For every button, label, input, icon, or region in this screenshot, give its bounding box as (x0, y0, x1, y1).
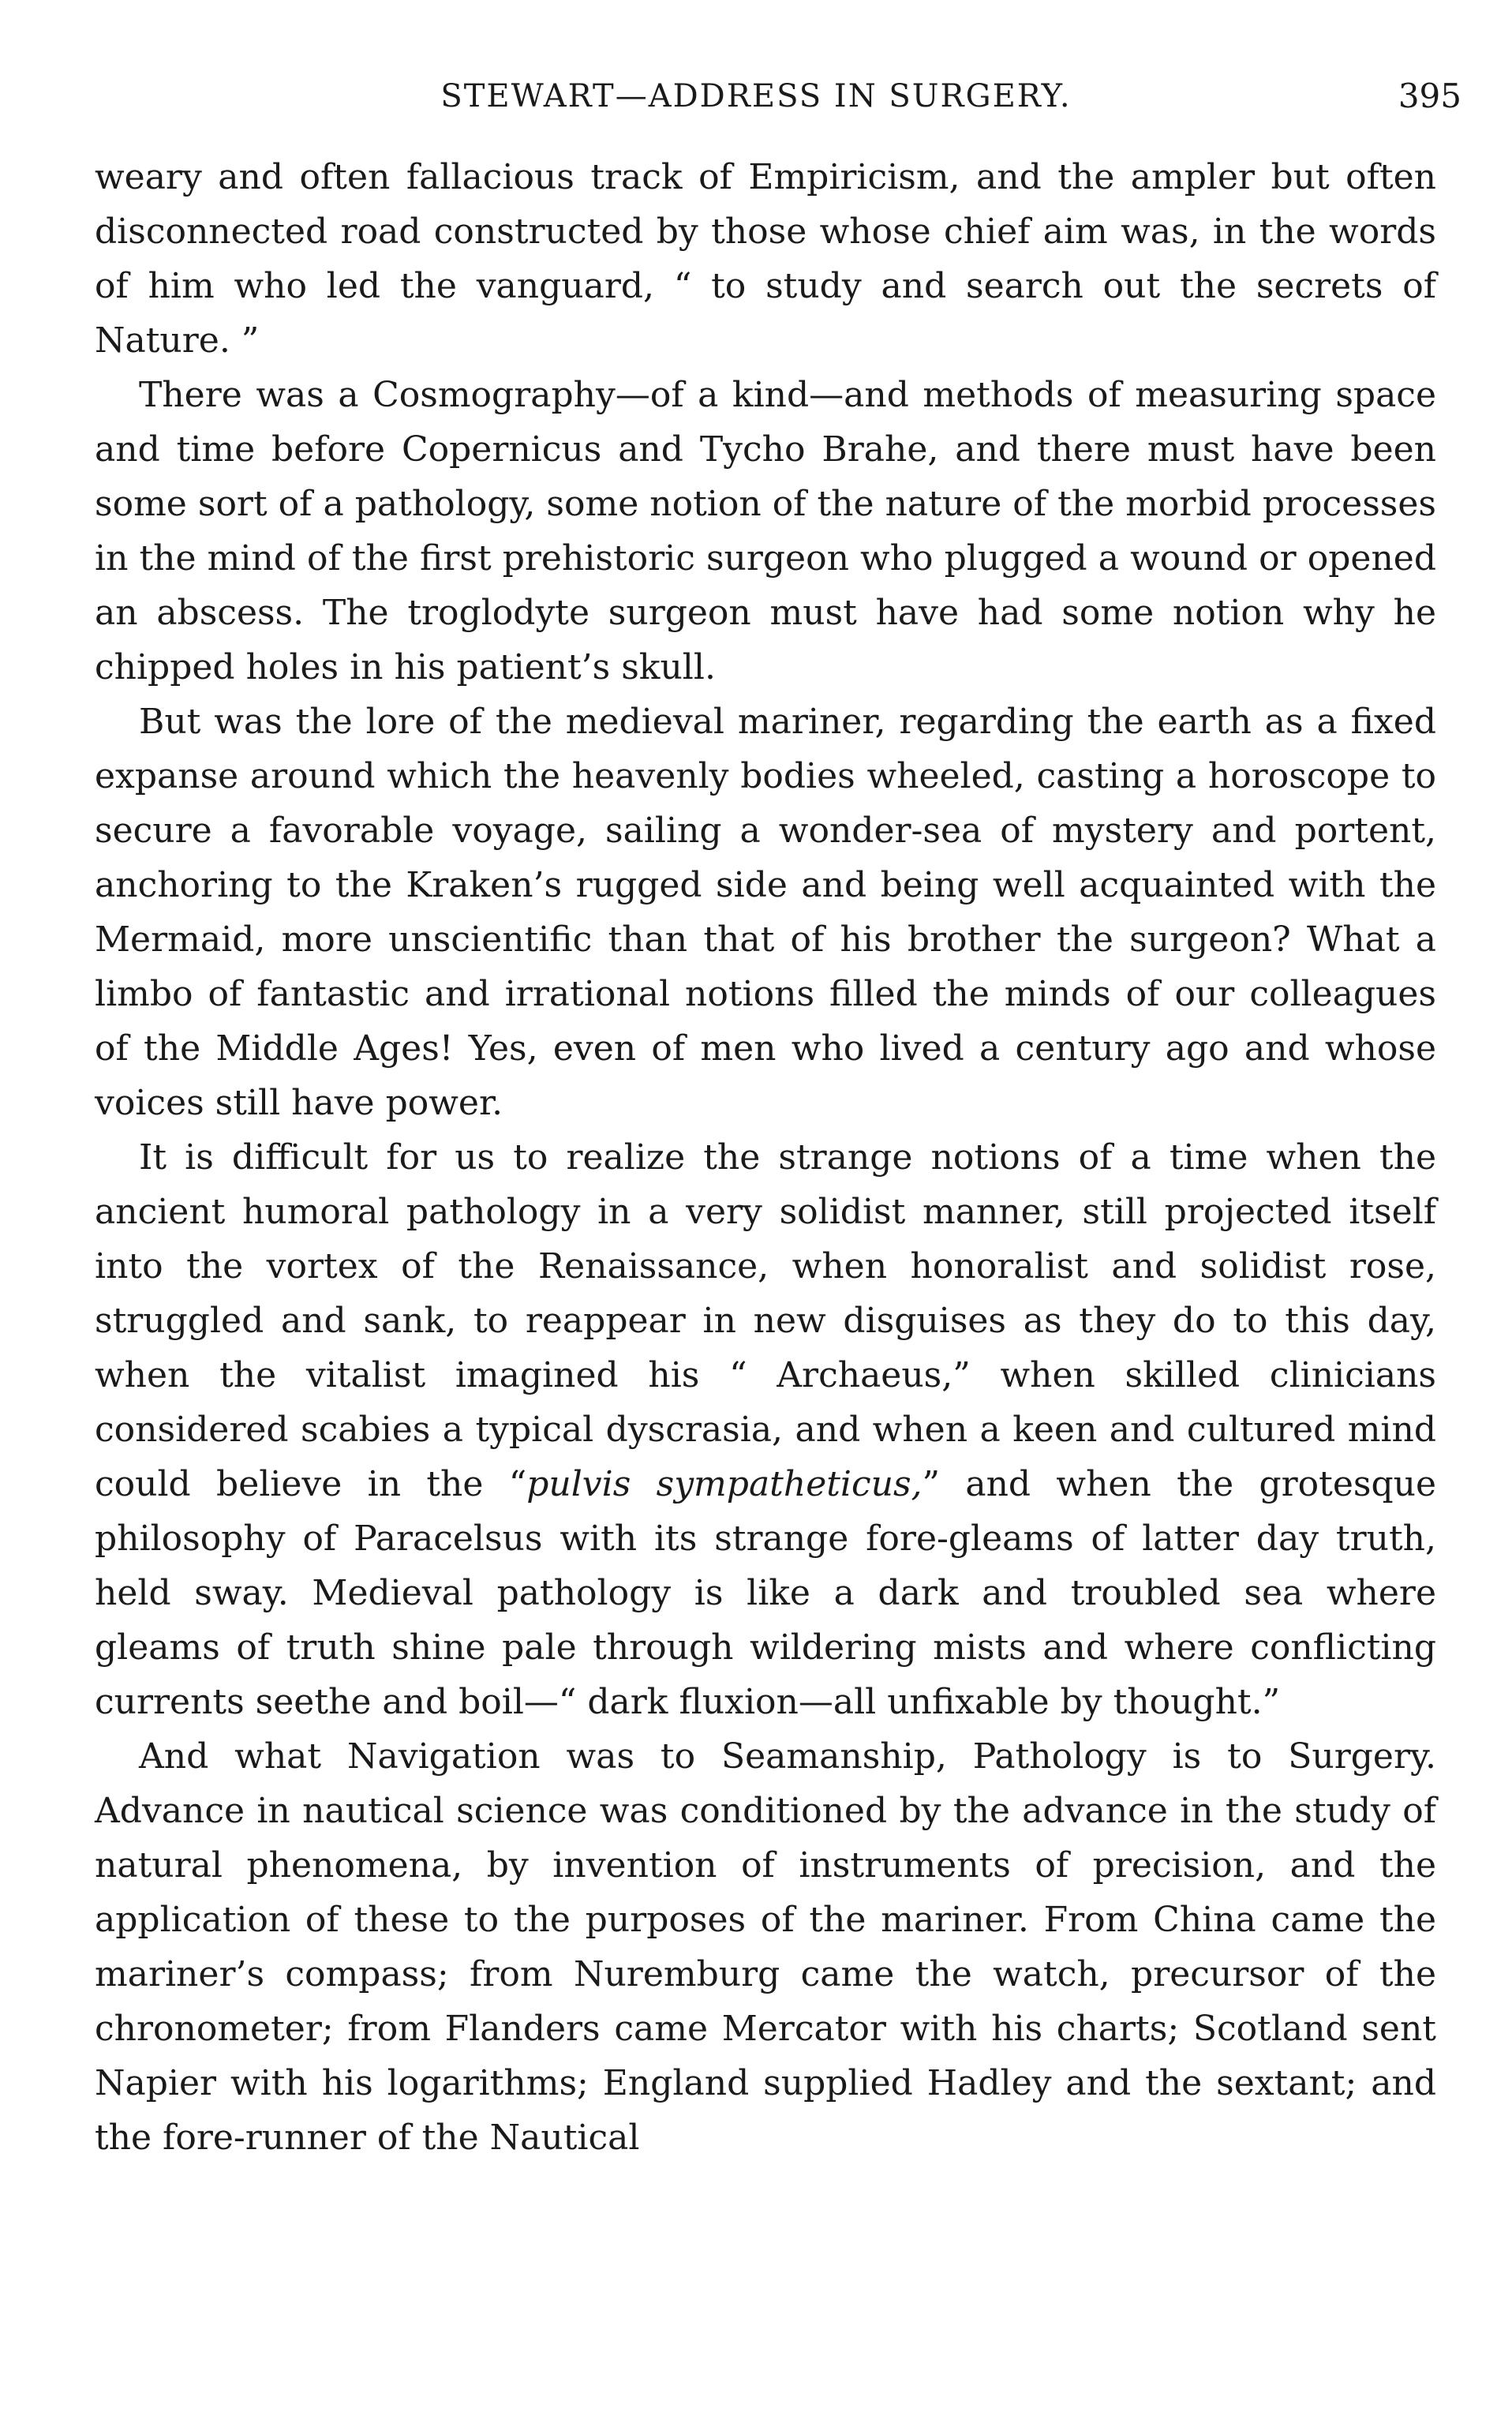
paragraph-cosmography: There was a Cosmography—of a kind—and methods of measuring space and time before Copernicus and Tycho Brahe, and there must have been some sort of a pathology, some notion of the nature of the morbid processes in the mind of the first prehistoric surgeon who plugged a wound or opened an abscess. The troglodyte surgeon must have had some notion why he chipped holes in his patient’s skull. (95, 375, 1436, 687)
body-text (95, 150, 1436, 2165)
paragraph-text-after-italic: ” and when the grotesque philosophy of Paracelsus with its strange fore-gleams of latter day truth, held sway. Medieval pathology is like a dark and troubled sea where gleams of truth shine pale through wildering mists and where conflicting currents seethe and boil—“ dark fluxion—all unfixable by thought.” (95, 1464, 1436, 1722)
paragraph-medieval-mariner: But was the lore of the medieval mariner, regarding the earth as a fixed expanse around which the heavenly bodies wheeled, casting a horoscope to secure a favorable voyage, sailing a wonder-sea of mystery and portent, anchoring to the Kraken’s rugged side and being well acquainted with the Mermaid, more unscientific than that of his brother the surgeon? What a limbo of fantastic and irrational notions filled the minds of our colleagues of the Middle Ages! Yes, even of men who lived a century ago and whose voices still have power. (95, 702, 1436, 1123)
paragraph-continuation: weary and often fallacious track of Empiricism, and the ampler but often disconnected road constructed by those whose chief aim was, in the words of him who led the vanguard, “ to study and search out the secrets of Nature. ” (95, 157, 1436, 361)
page-number: 395 (1398, 77, 1461, 115)
paragraph-navigation: And what Navigation was to Seamanship, Pathology is to Surgery. Advance in nautical science was conditioned by the advance in the study of natural phenomena, by invention of instruments of precision, and the application of these to the purposes of the mariner. From China came the mariner’s compass; from Nuremburg came the watch, precursor of the chronometer; from Flanders came Mercator with his charts; Scotland sent Napier with his logarithms; England supplied Hadley and the sextant; and the fore-runner of the Nautical (95, 1736, 1436, 2158)
running-head (0, 73, 1512, 120)
running-title: STEWART—ADDRESS IN SURGERY. (440, 78, 1072, 114)
paragraph-text-before-italic: It is difficult for us to realize the strange notions of a time when the ancient humoral pathology in a very solidist manner, still projected itself into the vortex of the Renaissance, when honoralist and solidist rose, struggled and sank, to reappear in new disguises as they do to this day, when the vitalist imagined his “ Archaeus,” when skilled clinicians considered scabies a typical dyscrasia, and when a keen and cultured mind could believe in the “ (95, 1137, 1436, 1504)
paragraph-humoral-pathology (95, 1130, 1436, 1729)
italic-latin-phrase: pulvis sympatheticus, (526, 1464, 923, 1504)
